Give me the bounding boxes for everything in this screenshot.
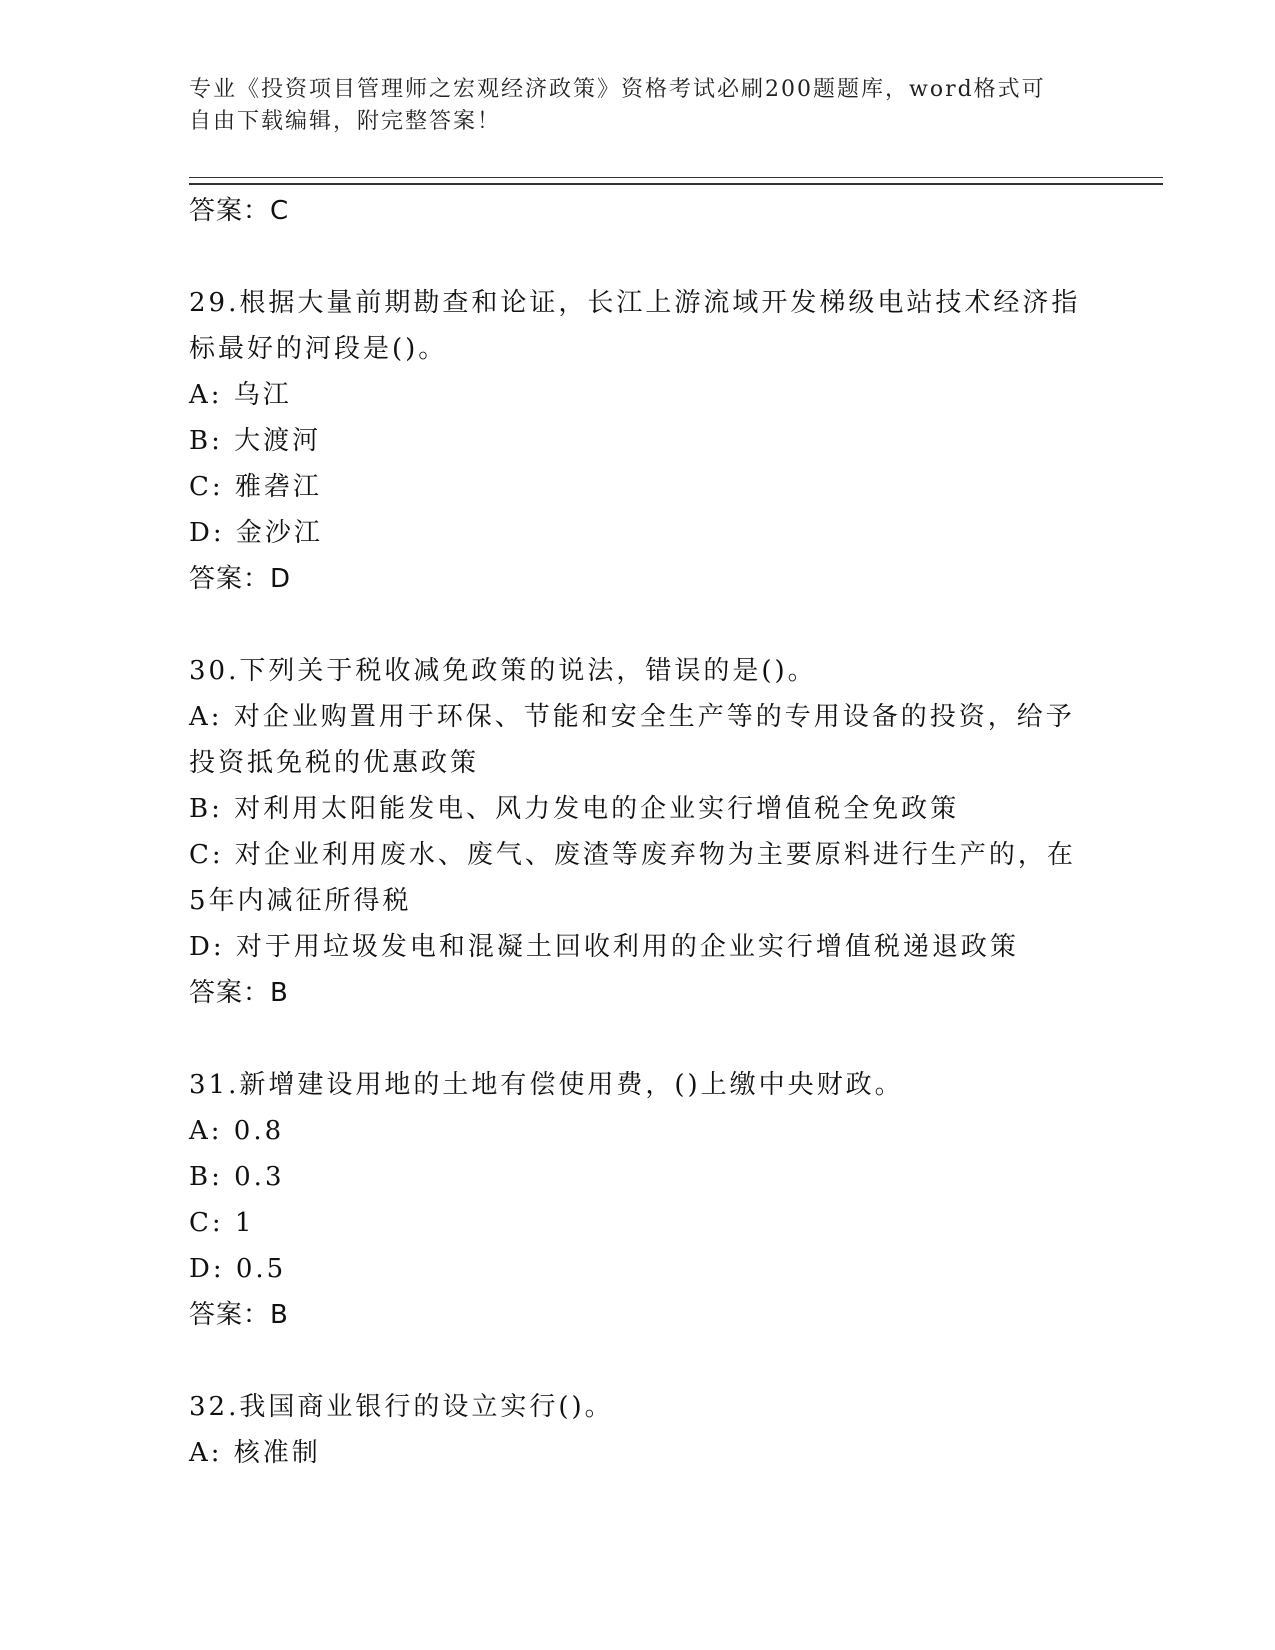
spacer [189, 234, 1089, 280]
answer-q28: 答案：C [189, 196, 290, 226]
option-a: A: 核准制 [189, 1438, 321, 1468]
question-31 [189, 1062, 1089, 1338]
option-c: C: 雅砻江 [189, 472, 322, 502]
option-b: B: 0.3 [189, 1162, 285, 1192]
option-c-cont: 5年内减征所得税 [189, 886, 412, 916]
question-stem: 30.下列关于税收减免政策的说法，错误的是()。 [189, 656, 817, 686]
question-32 [189, 1384, 1089, 1476]
header-rule-thick [189, 183, 1163, 185]
question-stem: 29.根据大量前期勘查和论证，长江上游流域开发梯级电站技术经济指 [189, 288, 1081, 318]
header-line-2: 自由下载编辑，附完整答案！ [189, 109, 502, 134]
question-stem-cont: 标最好的河段是()。 [189, 334, 448, 364]
option-a: A: 对企业购置用于环保、节能和安全生产等的专用设备的投资，给予 [189, 702, 1075, 732]
question-29 [189, 280, 1089, 602]
question-stem: 31.新增建设用地的土地有偿使用费，()上缴中央财政。 [189, 1070, 904, 1100]
document-header [189, 74, 1089, 138]
question-stem: 32.我国商业银行的设立实行()。 [189, 1392, 614, 1422]
option-a-cont: 投资抵免税的优惠政策 [189, 748, 480, 778]
header-line-1: 专业《投资项目管理师之宏观经济政策》资格考试必刷200题题库，word格式可 [189, 77, 1046, 102]
option-c: C: 对企业利用废水、废气、废渣等废弃物为主要原料进行生产的，在 [189, 840, 1076, 870]
spacer [189, 1016, 1089, 1062]
option-d: D: 0.5 [189, 1254, 287, 1284]
option-d: D: 金沙江 [189, 518, 323, 548]
option-a: A: 0.8 [189, 1116, 285, 1146]
spacer [189, 602, 1089, 648]
option-b: B: 对利用太阳能发电、风力发电的企业实行增值税全免政策 [189, 794, 960, 824]
option-b: B: 大渡河 [189, 426, 322, 456]
option-d: D: 对于用垃圾发电和混凝土回收利用的企业实行增值税递退政策 [189, 932, 1019, 962]
option-a: A: 乌江 [189, 380, 292, 410]
option-c: C: 1 [189, 1208, 255, 1238]
question-30 [189, 648, 1089, 1016]
question-list [189, 188, 1089, 1476]
answer: 答案：B [189, 978, 289, 1008]
answer: 答案：D [189, 564, 292, 594]
spacer [189, 1338, 1089, 1384]
answer: 答案：B [189, 1300, 289, 1330]
header-rule-thin [189, 177, 1163, 178]
